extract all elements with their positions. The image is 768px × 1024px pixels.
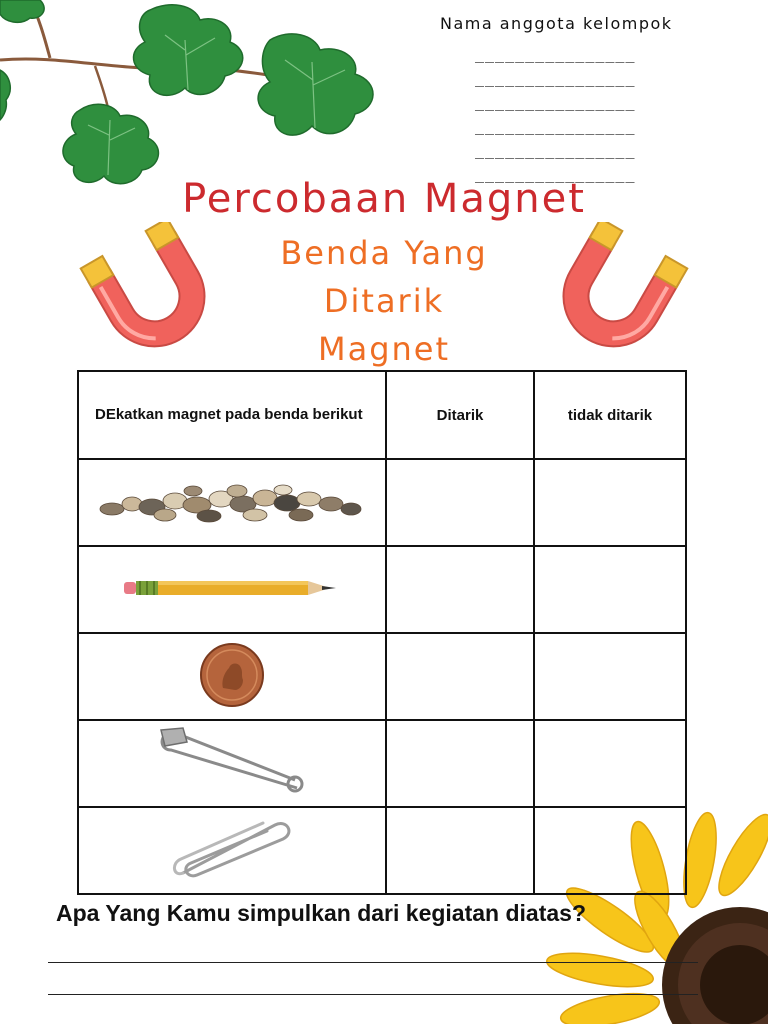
pebbles-icon: [97, 471, 367, 531]
horseshoe-magnet-icon: [536, 222, 696, 362]
vine-leaves-decoration: [0, 0, 390, 190]
member-name-line[interactable]: ________________: [475, 93, 636, 111]
paper-clip-icon: [167, 813, 297, 885]
table-row: [78, 720, 686, 807]
attracted-cell[interactable]: [386, 459, 534, 546]
object-cell: [78, 546, 386, 633]
table-row: [78, 807, 686, 894]
conclusion-question: Apa Yang Kamu simpulkan dari kegiatan diatas?: [56, 900, 587, 926]
column-header-not-attracted: tidak ditarik: [534, 371, 686, 459]
table-row: [78, 459, 686, 546]
object-cell: [78, 720, 386, 807]
column-header-object: DEkatkan magnet pada benda berikut: [78, 371, 386, 459]
not-attracted-cell[interactable]: [534, 459, 686, 546]
observation-table: [77, 370, 687, 895]
subtitle-line: Magnet: [317, 330, 451, 368]
member-name-line[interactable]: ________________: [475, 141, 636, 159]
member-name-line[interactable]: ________________: [475, 45, 636, 63]
pencil-icon: [122, 576, 342, 600]
subtitle-line: Ditarik: [323, 282, 445, 320]
table-header-row: [78, 371, 686, 459]
attracted-cell[interactable]: [386, 720, 534, 807]
page-title: Percobaan Magnet: [182, 176, 586, 222]
members-heading: Nama anggota kelompok: [440, 14, 673, 33]
safety-pin-icon: [157, 724, 307, 800]
answer-line[interactable]: [48, 962, 698, 963]
not-attracted-cell[interactable]: [534, 633, 686, 720]
attracted-cell[interactable]: [386, 546, 534, 633]
member-name-line[interactable]: ________________: [475, 117, 636, 135]
attracted-cell[interactable]: [386, 633, 534, 720]
horseshoe-magnet-icon: [72, 222, 232, 362]
member-name-line[interactable]: ________________: [475, 165, 636, 183]
object-cell: [78, 633, 386, 720]
not-attracted-cell[interactable]: [534, 546, 686, 633]
member-name-line[interactable]: ________________: [475, 69, 636, 87]
coin-icon: [199, 642, 265, 708]
object-cell: [78, 807, 386, 894]
attracted-cell[interactable]: [386, 807, 534, 894]
table-row: [78, 633, 686, 720]
answer-line[interactable]: [48, 994, 698, 995]
object-cell: [78, 459, 386, 546]
not-attracted-cell[interactable]: [534, 807, 686, 894]
table-row: [78, 546, 686, 633]
column-header-attracted: Ditarik: [386, 371, 534, 459]
not-attracted-cell[interactable]: [534, 720, 686, 807]
subtitle-line: Benda Yang: [280, 234, 488, 272]
